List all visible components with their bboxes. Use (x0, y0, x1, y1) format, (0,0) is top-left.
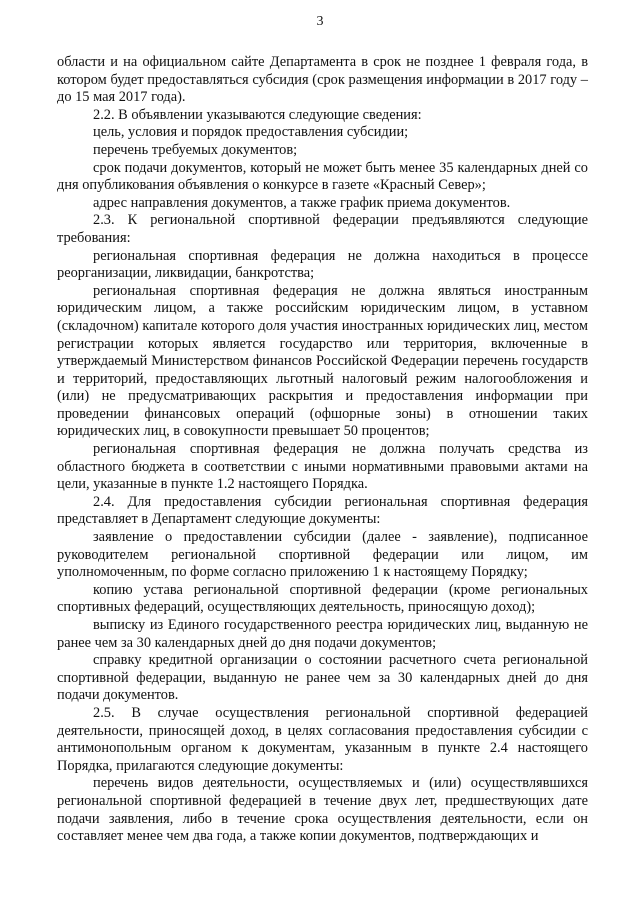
paragraph: перечень требуемых документов; (93, 141, 298, 158)
paragraph: адрес направления документов, а также график приема документов. (93, 194, 511, 211)
paragraph: 2.2. В объявлении указываются следующие сведения: (93, 106, 422, 123)
paragraph: выписку из Единого государственного реестра юридических лиц, выданную не ранее чем за 30 календарных дней до дня подачи документов; (57, 617, 588, 651)
paragraph: региональная спортивная федерация не должна являться иностранным юридическим лицом, а также российским юридическим лицом, в уставном (складочном) капитале которого доля участия иностранных юридических лиц, местом регистрации которых является государство или территория, включенные в утверждаемый Министерством финансов Российской Федерации перечень государств и территорий, предоставляющих льготный налоговый режим налогообложения и (или) не предусматривающих раскрытия и предоставления информации при проведении финансовых операций (офшорные зоны) в отношении таких юридических лиц, в совокупности превышает 50 процентов; (57, 282, 588, 440)
paragraph: региональная спортивная федерация не должна находиться в процессе реорганизации, ликвидации, банкротства; (57, 247, 588, 282)
paragraph: региональная спортивная федерация не должна получать средства из областного бюджета в соответствии с иными нормативными правовыми актами на цели, указанные в пункте 1.2 настоящего Порядка. (57, 441, 588, 493)
paragraph: 2.4. Для предоставления субсидии региональная спортивная федерация представляет в Департамент следующие документы: (57, 493, 588, 528)
paragraph: перечень видов деятельности, осуществляемых и (или) осуществлявшихся региональной спортивной федерацией в течение двух лет, предшествующих дате подачи заявления, либо в течение срока осуществления деятельности, если он составляет менее чем два года, а также копии документов, подтверждающих и (57, 775, 588, 845)
paragraph: справку кредитной организации о состоянии расчетного счета региональной спортивной федерации, выданную не ранее чем за 30 календарных дней до дня подачи документов. (57, 652, 588, 704)
document-body (57, 54, 588, 846)
page-number: 3 (316, 14, 324, 29)
paragraph: цель, условия и порядок предоставления субсидии; (93, 124, 409, 141)
paragraph: области и на официальном сайте Департамента в срок не позднее 1 февраля года, в котором будет предоставляться субсидия (срок размещения информации в 2017 году – до 15 мая 2017 года). (57, 54, 588, 106)
paragraph: 2.5. В случае осуществления региональной спортивной федерацией деятельности, приносящей доход, в целях согласования предоставления субсидии с антимонопольным органом к документам, указанным в пункте 2.4 настоящего Порядка, прилагаются следующие документы: (57, 704, 588, 774)
paragraph: срок подачи документов, который не может быть менее 35 календарных дней со дня опубликования объявления о конкурсе в газете «Красный Север»; (57, 159, 588, 194)
paragraph: 2.3. К региональной спортивной федерации предъявляются следующие требования: (57, 212, 588, 246)
paragraph: копию устава региональной спортивной федерации (кроме региональных спортивных федераций, осуществляющих деятельность, приносящую доход); (57, 581, 588, 616)
paragraph: заявление о предоставлении субсидии (далее - заявление), подписанное руководителем региональной спортивной федерации или лицом, им уполномоченным, по форме согласно приложению 1 к настоящему Порядку; (57, 529, 588, 581)
